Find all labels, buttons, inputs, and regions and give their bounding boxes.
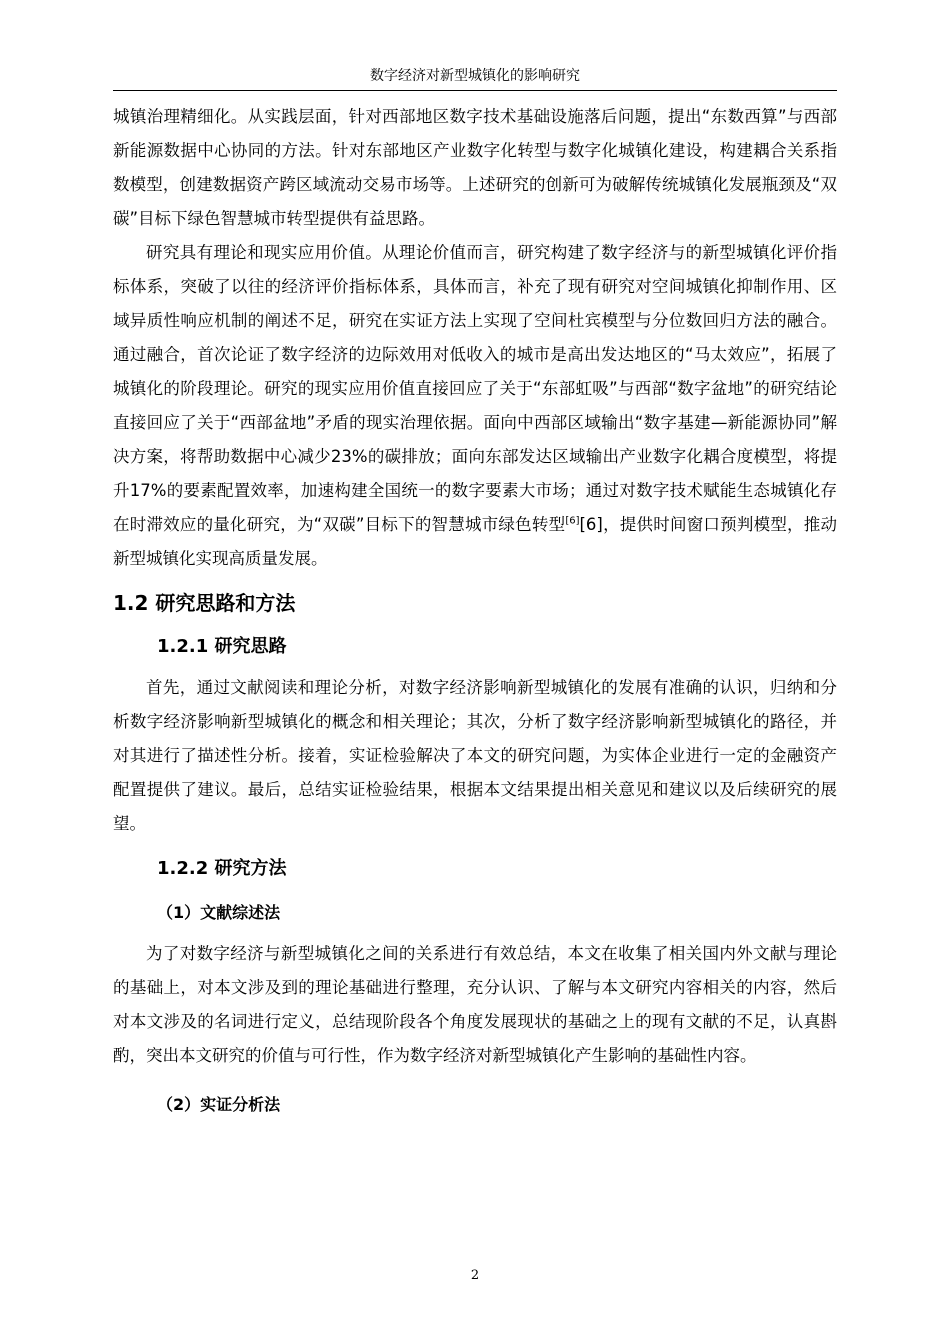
running-header: 数字经济对新型城镇化的影响研究 — [370, 68, 580, 84]
paragraph-continued: 城镇治理精细化。从实践层面，针对西部地区数字技术基础设施落后问题，提出“东数西算”与西部新能源数据中心协同的方法。针对东部地区产业数字化转型与数字化城镇化建设，构建耦合关系指数模型，创建数据资产跨区域流动交易市场等。上述研究的创新可为破解传统城镇化发展瓶颈及“双碳”目标下绿色智慧城市转型提供有益思路。 — [113, 107, 837, 228]
page-body — [113, 100, 837, 1125]
paragraph-research-value-text: 研究具有理论和现实应用价值。从理论价值而言，研究构建了数字经济与的新型城镇化评价指标体系，突破了以往的经济评价指标体系，具体而言，补充了现有研究对空间城镇化抑制作用、区域异质性响应机制的阐述不足，研究在实证方法上实现了空间杜宾模型与分位数回归方法的融合。通过融合，首次论证了数字经济的边际效用对低收入的城市是高出发达地区的“马太效应”，拓展了城镇化的阶段理论。研究的现实应用价值直接回应了关于“东部虹吸”与西部“数字盆地”的研究结论直接回应了关于“西部盆地”矛盾的现实治理依据。面向中西部区域输出“数字基建—新能源协同”解决方案，将帮助数据中心减少23%的碳排放；面向东部发达区域输出产业数字化耦合度模型，将提升17%的要素配置效率，加速构建全国统一的数字要素大市场；通过对数字技术赋能生态城镇化存在时滞效应的量化研究，为“双碳”目标下的智慧城市绿色转型 — [113, 243, 837, 534]
citation-superscript: [6] — [565, 515, 580, 527]
header-divider — [113, 90, 837, 91]
method-heading-empirical-analysis: （2）实证分析法 — [157, 1095, 281, 1114]
paragraph-research-value-tail: [6]，提供时间窗口预判模型，推动新型城镇化实现高质量发展。 — [113, 515, 837, 568]
paragraph-research-value — [113, 236, 837, 576]
section-heading: 1.2 研究思路和方法 — [113, 591, 296, 615]
paragraph-research-approach: 首先，通过文献阅读和理论分析，对数字经济影响新型城镇化的发展有准确的认识，归纳和分析数字经济影响新型城镇化的概念和相关理论；其次，分析了数字经济影响新型城镇化的路径，并对其进行了描述性分析。接着，实证检验解决了本文的研究问题，为实体企业进行一定的金融资产配置提供了建议。最后，总结实证检验结果，根据本文结果提出相关意见和建议以及后续研究的展望。 — [113, 678, 837, 833]
paragraph-literature-review: 为了对数字经济与新型城镇化之间的关系进行有效总结，本文在收集了相关国内外文献与理论的基础上，对本文涉及到的理论基础进行整理，充分认识、了解与本文研究内容相关的内容，然后对本文涉及的名词进行定义，总结现阶段各个角度发展现状的基础之上的现有文献的不足，认真斟酌，突出本文研究的价值与可行性，作为数字经济对新型城镇化产生影响的基础性内容。 — [113, 944, 837, 1065]
page-number: 2 — [470, 1268, 480, 1283]
subsection-heading-approach: 1.2.1 研究思路 — [157, 636, 287, 657]
method-heading-literature-review: （1）文献综述法 — [157, 903, 281, 922]
subsection-heading-methods: 1.2.2 研究方法 — [157, 858, 287, 879]
